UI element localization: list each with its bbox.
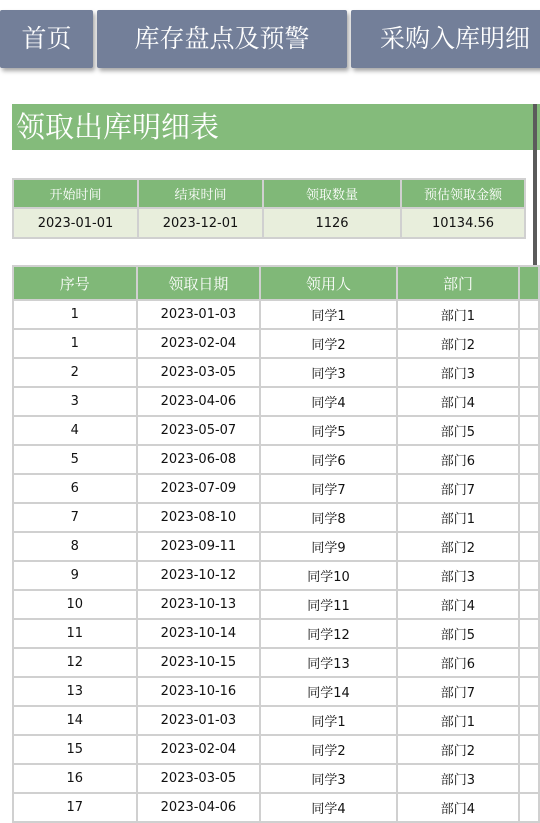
detail-cell-date: 2023-01-03 — [137, 706, 261, 735]
detail-cell-index: 3 — [13, 387, 137, 416]
detail-cell-user: 同学7 — [260, 474, 396, 503]
page-title: 领取出库明细表 — [12, 104, 540, 150]
detail-cell-extra — [519, 532, 539, 561]
detail-header-user: 领用人 — [260, 266, 396, 300]
detail-cell-dept: 部门7 — [397, 474, 520, 503]
detail-cell-dept: 部门1 — [397, 706, 520, 735]
detail-cell-date: 2023-04-06 — [137, 387, 261, 416]
table-row[interactable] — [13, 793, 539, 822]
detail-cell-extra — [519, 561, 539, 590]
detail-cell-index: 12 — [13, 648, 137, 677]
detail-cell-date: 2023-01-03 — [137, 300, 261, 329]
table-row[interactable] — [13, 764, 539, 793]
detail-cell-user: 同学4 — [260, 387, 396, 416]
summary-header-start: 开始时间 — [13, 179, 138, 208]
detail-cell-date: 2023-02-04 — [137, 735, 261, 764]
detail-cell-date: 2023-10-16 — [137, 677, 261, 706]
detail-cell-user: 同学5 — [260, 416, 396, 445]
detail-cell-dept: 部门5 — [397, 416, 520, 445]
detail-cell-extra — [519, 706, 539, 735]
table-row[interactable] — [13, 503, 539, 532]
detail-cell-index: 13 — [13, 677, 137, 706]
table-row[interactable] — [13, 706, 539, 735]
detail-cell-date: 2023-09-11 — [137, 532, 261, 561]
detail-cell-date: 2023-06-08 — [137, 445, 261, 474]
detail-cell-date: 2023-02-04 — [137, 329, 261, 358]
detail-cell-date: 2023-10-13 — [137, 590, 261, 619]
detail-cell-dept: 部门7 — [397, 677, 520, 706]
detail-cell-date: 2023-03-05 — [137, 764, 261, 793]
detail-cell-dept: 部门4 — [397, 590, 520, 619]
summary-start-date[interactable]: 2023-01-01 — [13, 208, 138, 238]
summary-quantity: 1126 — [263, 208, 401, 238]
detail-cell-extra — [519, 329, 539, 358]
tab-home[interactable]: 首页 — [0, 10, 93, 68]
detail-cell-index: 6 — [13, 474, 137, 503]
table-row[interactable] — [13, 735, 539, 764]
detail-cell-date: 2023-03-05 — [137, 358, 261, 387]
detail-cell-extra — [519, 416, 539, 445]
detail-cell-dept: 部门4 — [397, 793, 520, 822]
summary-header-quantity: 领取数量 — [263, 179, 401, 208]
detail-cell-extra — [519, 735, 539, 764]
detail-cell-extra — [519, 445, 539, 474]
detail-cell-dept: 部门2 — [397, 735, 520, 764]
table-row[interactable] — [13, 387, 539, 416]
tab-inventory-check[interactable]: 库存盘点及预警 — [97, 10, 347, 68]
detail-cell-index: 9 — [13, 561, 137, 590]
detail-cell-extra — [519, 358, 539, 387]
detail-cell-date: 2023-05-07 — [137, 416, 261, 445]
detail-cell-extra — [519, 590, 539, 619]
detail-cell-date: 2023-07-09 — [137, 474, 261, 503]
detail-cell-user: 同学1 — [260, 300, 396, 329]
detail-cell-date: 2023-10-15 — [137, 648, 261, 677]
detail-header-dept: 部门 — [397, 266, 520, 300]
detail-cell-extra — [519, 677, 539, 706]
detail-cell-extra — [519, 764, 539, 793]
detail-header-extra — [519, 266, 539, 300]
detail-cell-user: 同学4 — [260, 793, 396, 822]
table-row[interactable] — [13, 445, 539, 474]
table-row[interactable] — [13, 329, 539, 358]
detail-cell-dept: 部门5 — [397, 619, 520, 648]
detail-cell-index: 14 — [13, 706, 137, 735]
detail-cell-index: 11 — [13, 619, 137, 648]
detail-cell-user: 同学8 — [260, 503, 396, 532]
detail-cell-extra — [519, 793, 539, 822]
detail-cell-dept: 部门3 — [397, 764, 520, 793]
detail-cell-user: 同学1 — [260, 706, 396, 735]
detail-cell-index: 7 — [13, 503, 137, 532]
table-row[interactable] — [13, 561, 539, 590]
detail-cell-date: 2023-08-10 — [137, 503, 261, 532]
detail-cell-date: 2023-10-14 — [137, 619, 261, 648]
detail-cell-dept: 部门2 — [397, 532, 520, 561]
table-row[interactable] — [13, 648, 539, 677]
detail-cell-extra — [519, 300, 539, 329]
detail-cell-dept: 部门1 — [397, 300, 520, 329]
detail-cell-user: 同学2 — [260, 329, 396, 358]
summary-amount: 10134.56 — [401, 208, 525, 238]
detail-cell-index: 10 — [13, 590, 137, 619]
summary-header-end: 结束时间 — [138, 179, 263, 208]
summary-table — [12, 178, 526, 239]
detail-cell-dept: 部门3 — [397, 358, 520, 387]
detail-cell-dept: 部门4 — [397, 387, 520, 416]
detail-cell-date: 2023-10-12 — [137, 561, 261, 590]
detail-cell-dept: 部门6 — [397, 445, 520, 474]
table-row[interactable] — [13, 590, 539, 619]
table-row[interactable] — [13, 474, 539, 503]
detail-cell-user: 同学2 — [260, 735, 396, 764]
detail-cell-user: 同学10 — [260, 561, 396, 590]
detail-cell-index: 17 — [13, 793, 137, 822]
table-row[interactable] — [13, 677, 539, 706]
top-nav — [0, 0, 540, 80]
detail-cell-extra — [519, 619, 539, 648]
detail-cell-date: 2023-04-06 — [137, 793, 261, 822]
detail-cell-index: 15 — [13, 735, 137, 764]
detail-cell-extra — [519, 387, 539, 416]
detail-cell-dept: 部门2 — [397, 329, 520, 358]
detail-header-date: 领取日期 — [137, 266, 261, 300]
detail-cell-user: 同学6 — [260, 445, 396, 474]
table-row[interactable] — [13, 532, 539, 561]
summary-header-amount: 预估领取金额 — [401, 179, 525, 208]
table-row[interactable] — [13, 619, 539, 648]
table-row[interactable] — [13, 416, 539, 445]
detail-cell-user: 同学9 — [260, 532, 396, 561]
detail-cell-index: 8 — [13, 532, 137, 561]
summary-end-date[interactable]: 2023-12-01 — [138, 208, 263, 238]
table-row[interactable] — [13, 358, 539, 387]
detail-cell-user: 同学3 — [260, 764, 396, 793]
detail-cell-index: 5 — [13, 445, 137, 474]
detail-cell-dept: 部门6 — [397, 648, 520, 677]
detail-cell-index: 4 — [13, 416, 137, 445]
detail-header-row — [13, 266, 539, 300]
detail-cell-user: 同学11 — [260, 590, 396, 619]
tab-purchase-detail[interactable]: 采购入库明细 — [351, 10, 540, 68]
detail-cell-index: 2 — [13, 358, 137, 387]
detail-cell-user: 同学14 — [260, 677, 396, 706]
detail-cell-extra — [519, 648, 539, 677]
detail-header-index: 序号 — [13, 266, 137, 300]
detail-cell-extra — [519, 503, 539, 532]
detail-cell-index: 16 — [13, 764, 137, 793]
detail-cell-user: 同学13 — [260, 648, 396, 677]
detail-cell-dept: 部门3 — [397, 561, 520, 590]
table-row[interactable] — [13, 300, 539, 329]
detail-cell-extra — [519, 474, 539, 503]
detail-cell-user: 同学12 — [260, 619, 396, 648]
detail-cell-dept: 部门1 — [397, 503, 520, 532]
detail-cell-user: 同学3 — [260, 358, 396, 387]
detail-cell-index: 1 — [13, 300, 137, 329]
detail-table — [12, 265, 540, 823]
detail-cell-index: 1 — [13, 329, 137, 358]
